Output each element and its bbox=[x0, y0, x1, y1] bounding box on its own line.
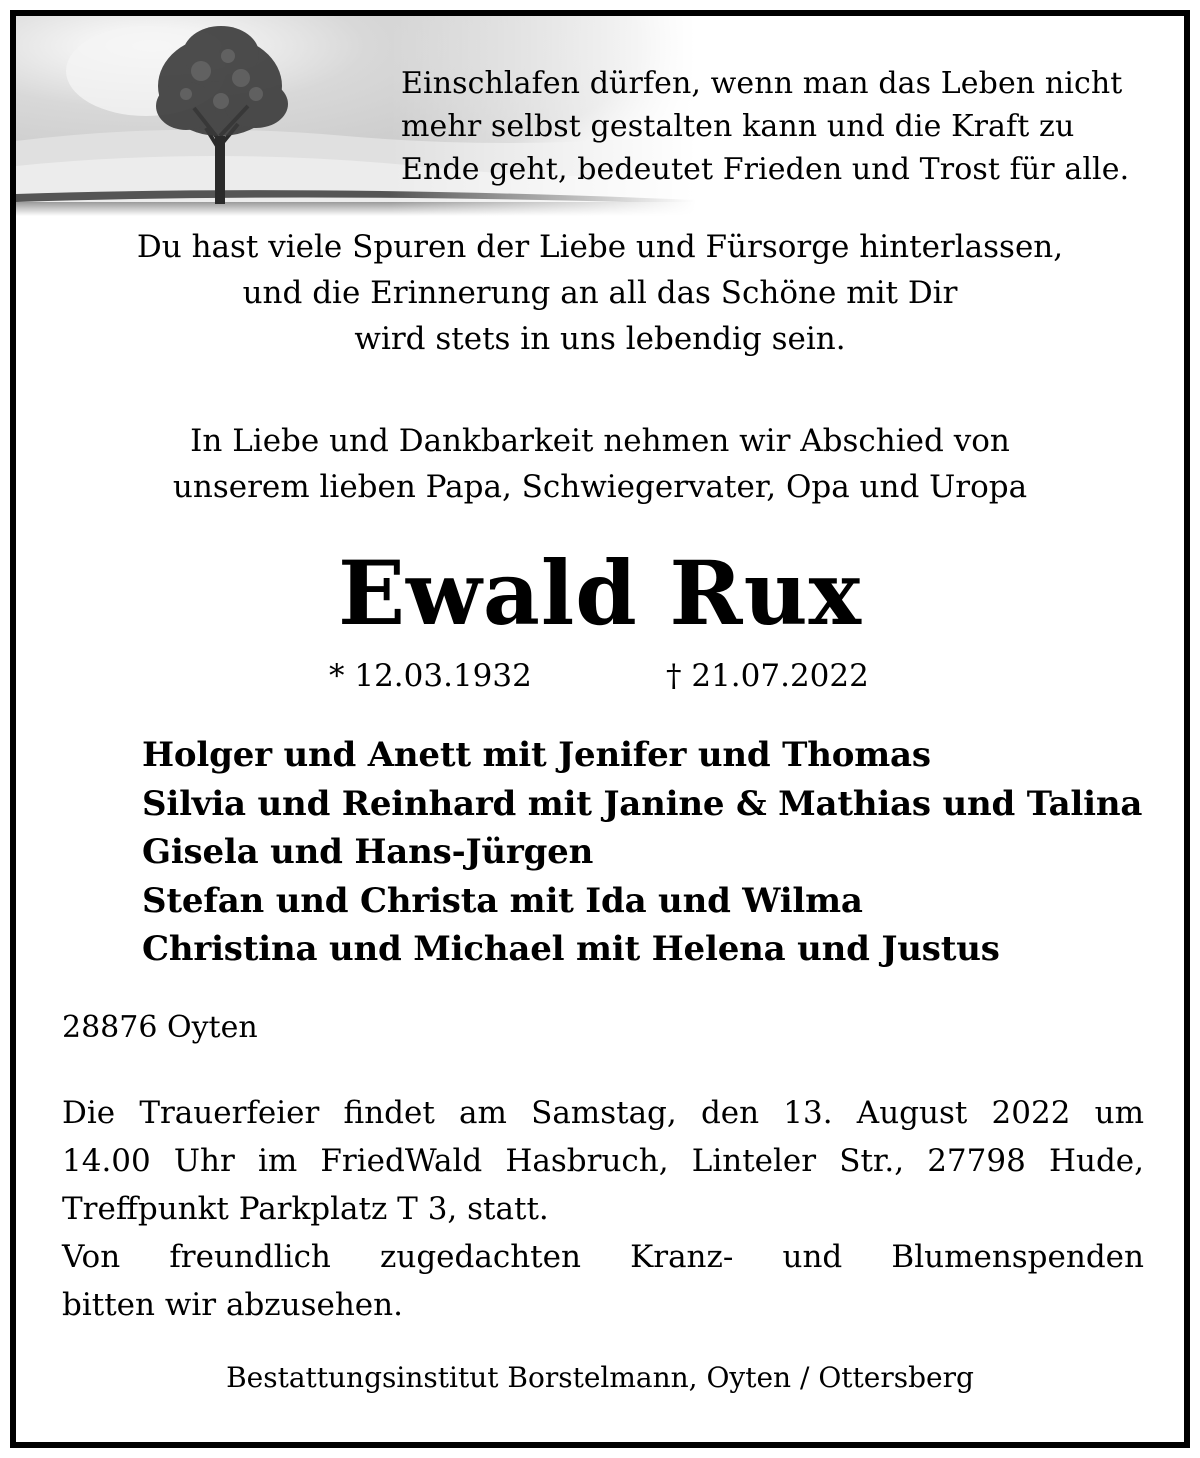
mourner-line: Holger und Anett mit Jenifer und Thomas bbox=[142, 735, 931, 775]
funeral-home: Bestattungsinstitut Borstelmann, Oyten / Ottersberg bbox=[226, 1361, 974, 1394]
birth-date: * 12.03.1932 bbox=[329, 658, 532, 694]
intro-line: In Liebe und Dankbarkeit nehmen wir Abschied von bbox=[190, 423, 1010, 459]
ceremony-line: 14.00 Uhr im FriedWald Hasbruch, Linteler Str., 27798 Hude, bbox=[62, 1143, 1144, 1179]
ceremony-line: Die Trauerfeier findet am Samstag, den 13. August 2022 um bbox=[62, 1095, 1144, 1131]
farewell-intro bbox=[16, 418, 1184, 510]
mourners-list bbox=[142, 731, 1142, 974]
deceased-name: Ewald Rux bbox=[337, 541, 863, 645]
quote-line: Ende geht, bedeutet Frieden und Trost für alle. bbox=[401, 152, 1130, 187]
ceremony-notice bbox=[62, 1089, 1144, 1329]
quote-line: Einschlafen dürfen, wenn man das Leben nicht bbox=[401, 66, 1123, 101]
mourner-line: Silvia und Reinhard mit Janine & Mathias und Talina bbox=[142, 783, 1143, 824]
ceremony-line: Treffpunkt Parkplatz T 3, statt. bbox=[62, 1191, 549, 1227]
ceremony-line: Von freundlich zugedachten Kranz- und Blumenspenden bbox=[62, 1239, 1144, 1275]
memorial-verse bbox=[16, 224, 1184, 362]
intro-line: unserem lieben Papa, Schwiegervater, Opa und Uropa bbox=[172, 469, 1028, 505]
verse-line: und die Erinnerung an all das Schöne mit Dir bbox=[242, 275, 958, 311]
verse-line: Du hast viele Spuren der Liebe und Fürsorge hinterlassen, bbox=[136, 229, 1064, 265]
mourner-line: Gisela und Hans-Jürgen bbox=[142, 832, 594, 872]
verse-line: wird stets in uns lebendig sein. bbox=[354, 321, 846, 357]
ceremony-line: bitten wir abzusehen. bbox=[62, 1287, 403, 1323]
place: 28876 Oyten bbox=[62, 1010, 258, 1045]
quote-line: mehr selbst gestalten kann und die Kraft zu bbox=[401, 109, 1075, 144]
death-date: † 21.07.2022 bbox=[666, 658, 869, 694]
mourner-line: Stefan und Christa mit Ida und Wilma bbox=[142, 880, 863, 921]
obituary-card bbox=[10, 10, 1190, 1448]
opening-quote bbox=[401, 62, 1171, 191]
mourner-line: Christina und Michael mit Helena und Justus bbox=[142, 929, 1000, 969]
